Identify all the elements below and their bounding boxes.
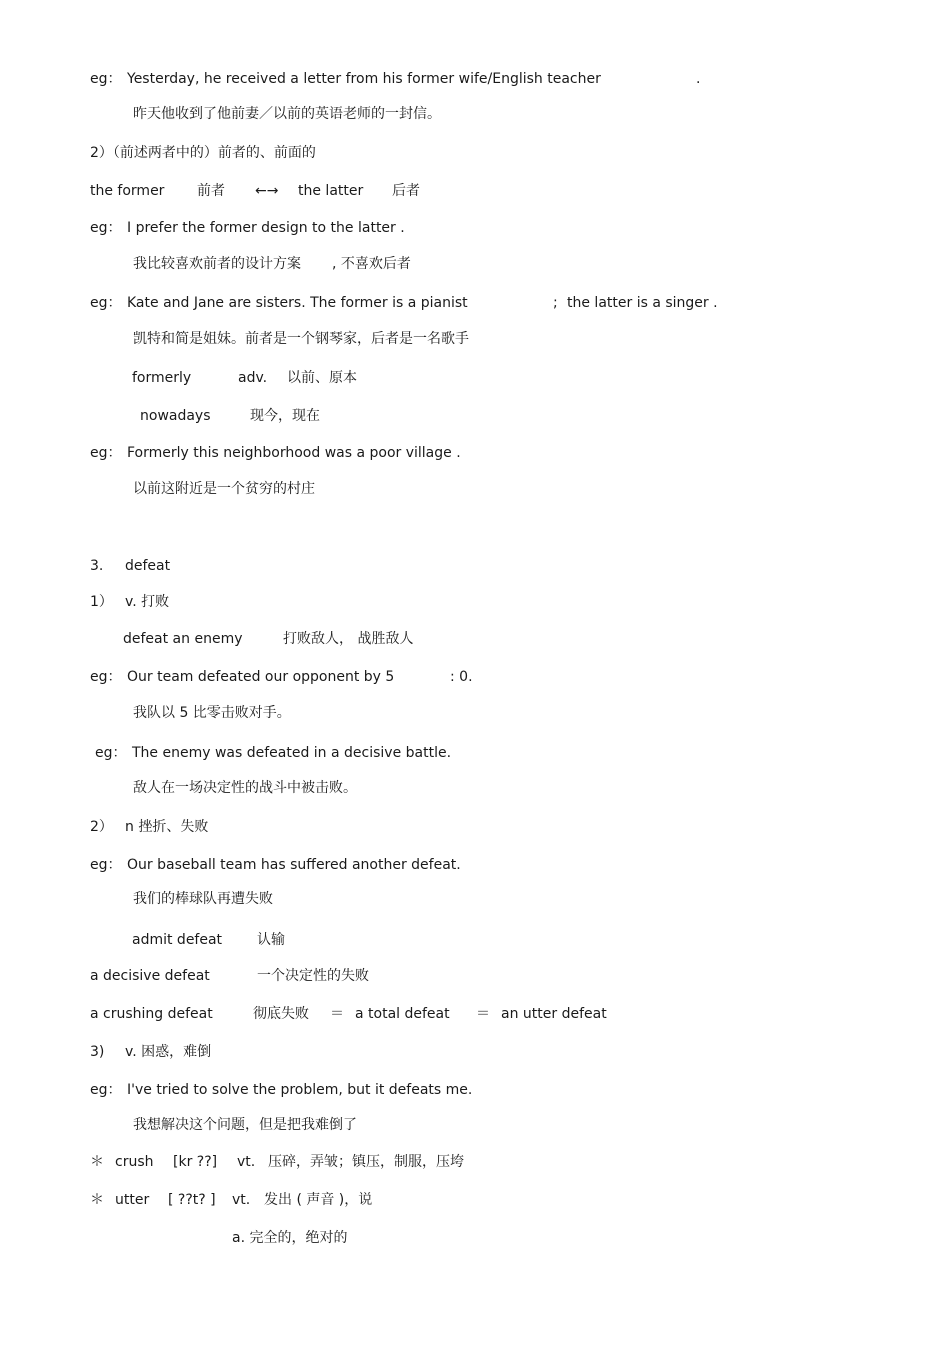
line-segment: the latter — [298, 183, 364, 199]
line-segment: the latter is a singer . — [567, 295, 718, 311]
line-segment: the former — [90, 183, 165, 199]
line-segment: ; — [553, 295, 558, 311]
line-segment: [ ??t? ] — [168, 1192, 216, 1208]
line-segment: eg： — [90, 295, 122, 311]
line-segment: The enemy was defeated in a decisive battle. — [132, 745, 452, 761]
line-segment: adv. — [238, 370, 268, 386]
line-segment: vt. — [237, 1154, 256, 1170]
line-segment: 一个决定性的失败 — [257, 968, 369, 984]
line-segment: [kr ??] — [173, 1154, 218, 1170]
line-segment: ＊ — [90, 1192, 104, 1208]
line-segment: 敌人在一场决定性的战斗中被击败。 — [133, 780, 357, 796]
line-segment: 3) — [90, 1044, 105, 1060]
line-segment: 认输 — [257, 932, 285, 948]
line-segment: ＝ — [330, 1006, 344, 1022]
line-segment: 彻底失败 — [253, 1006, 309, 1022]
line-segment: , 不喜欢后者 — [332, 256, 411, 272]
line-segment: an utter defeat — [501, 1006, 607, 1022]
line-segment: 打败敌人， 战胜敌人 — [283, 631, 414, 647]
line-segment: 以前、原本 — [287, 370, 357, 386]
line-segment: crush — [115, 1154, 154, 1170]
line-segment: vt. — [232, 1192, 251, 1208]
line-segment: eg： — [90, 669, 122, 685]
line-segment: 2）（前述两者中的）前者的、前面的 — [90, 145, 316, 161]
line-segment: 昨天他收到了他前妻／以前的英语老师的一封信。 — [133, 106, 441, 122]
line-segment: Our team defeated our opponent by 5 — [127, 669, 395, 685]
line-segment: 发出 ( 声音 )，说 — [264, 1192, 373, 1208]
line-segment: defeat an enemy — [123, 631, 243, 647]
line-segment: defeat — [125, 558, 171, 574]
line-segment: 3. — [90, 558, 104, 574]
line-segment: eg： — [90, 220, 122, 236]
line-segment: 2） — [90, 819, 113, 835]
line-segment: a. 完全的，绝对的 — [232, 1230, 348, 1246]
line-segment: . — [696, 71, 701, 87]
line-segment: 我们的棒球队再遭失败 — [133, 891, 273, 907]
line-segment: eg： — [90, 857, 122, 873]
line-segment: ＝ — [476, 1006, 490, 1022]
line-segment: formerly — [132, 370, 192, 386]
line-segment: admit defeat — [132, 932, 223, 948]
line-segment: ＊ — [90, 1154, 104, 1170]
line-segment: ←→ — [255, 183, 279, 199]
line-segment: 后者 — [392, 183, 420, 199]
line-segment: a crushing defeat — [90, 1006, 213, 1022]
line-segment: a decisive defeat — [90, 968, 210, 984]
line-segment: 压碎，弄皱；镇压，制服，压垮 — [268, 1154, 464, 1170]
line-segment: I've tried to solve the problem, but it defeats me. — [127, 1082, 473, 1098]
line-segment: : 0. — [450, 669, 473, 685]
line-segment: eg： — [90, 1082, 122, 1098]
line-segment: Our baseball team has suffered another defeat. — [127, 857, 461, 873]
line-segment: 1） — [90, 594, 113, 610]
line-segment: I prefer the former design to the latter . — [127, 220, 405, 236]
line-segment: eg： — [90, 445, 122, 461]
line-segment: Kate and Jane are sisters. The former is a pianist — [127, 295, 468, 311]
line-segment: eg： — [90, 71, 122, 87]
line-segment: 以前这附近是一个贫穷的村庄 — [133, 481, 315, 497]
line-segment: utter — [115, 1192, 150, 1208]
line-segment: 凯特和简是姐妹。前者是一个钢琴家，后者是一名歌手 — [133, 331, 469, 347]
line-segment: v. 困惑，难倒 — [125, 1044, 212, 1060]
line-segment: Formerly this neighborhood was a poor village . — [127, 445, 461, 461]
line-segment: 前者 — [197, 183, 225, 199]
line-segment: n 挫折、失败 — [125, 819, 209, 835]
line-segment: 我比较喜欢前者的设计方案 — [133, 256, 301, 272]
line-segment: v. 打败 — [125, 594, 170, 610]
line-segment: 我队以 5 比零击败对手。 — [133, 705, 291, 721]
line-segment: nowadays — [140, 408, 211, 424]
line-segment: 现今，现在 — [250, 408, 320, 424]
line-segment: Yesterday, he received a letter from his former wife/English teacher — [127, 71, 601, 87]
line-segment: 我想解决这个问题，但是把我难倒了 — [133, 1117, 357, 1133]
line-segment: eg： — [95, 745, 127, 761]
line-segment: a total defeat — [355, 1006, 450, 1022]
